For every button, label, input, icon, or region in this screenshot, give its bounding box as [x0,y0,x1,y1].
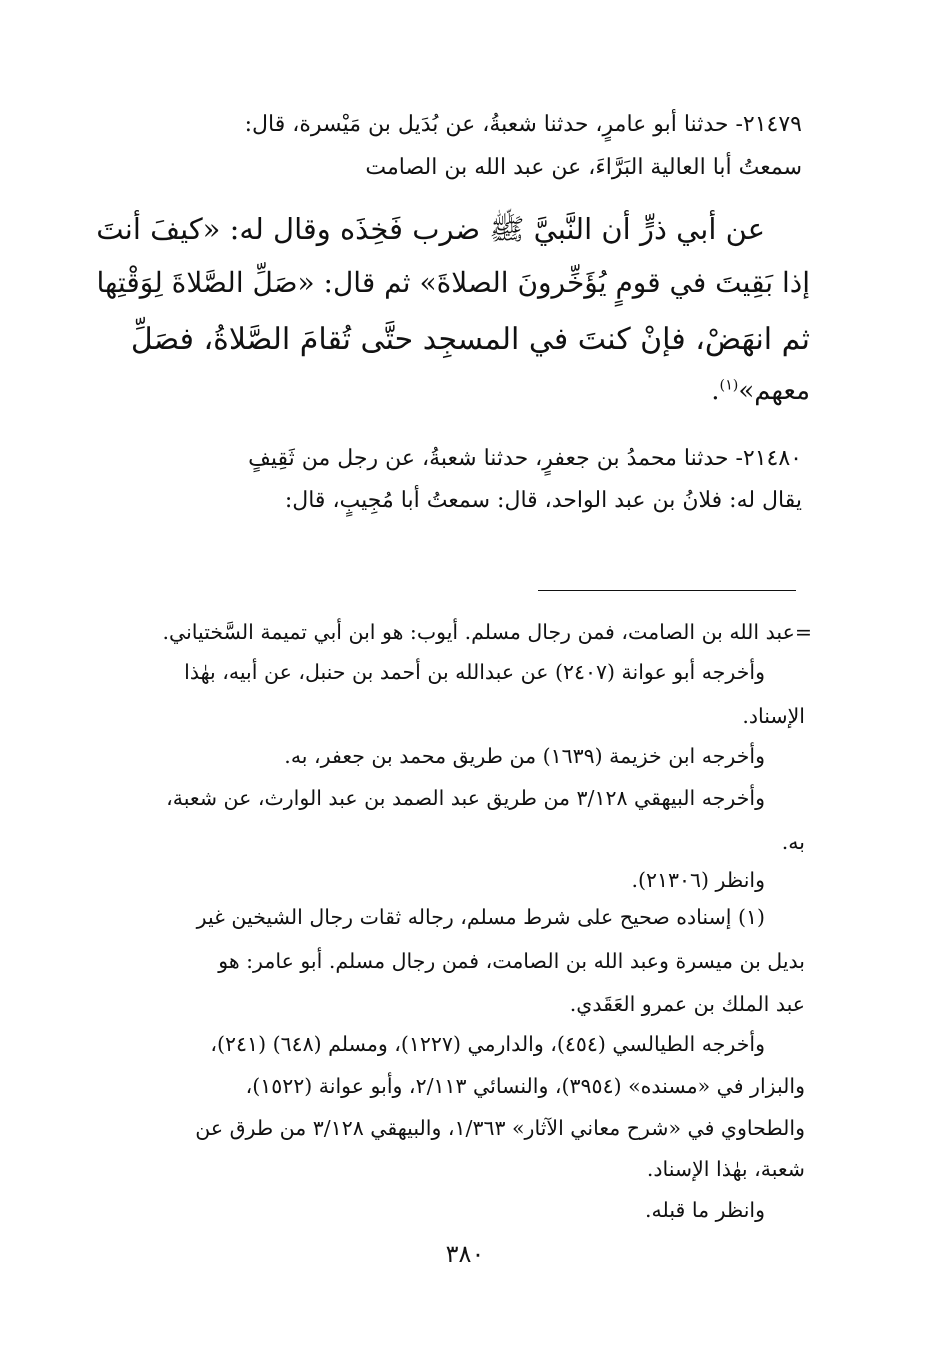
matn-line: إذا بَقِيتَ في قومٍ يُؤَخِّرونَ الصلاةَ» ثم قال: «صَلِّ الصَّلاةَ لِوَقْتِها [96,266,810,299]
sanad-line: يقال له: فلانُ بن عبد الواحد، قال: سمعتُ أبا مُجِيبٍ، قال: [284,488,802,513]
footnote-line: بديل بن ميسرة وعبد الله بن الصامت، فمن رجال مسلم. أبو عامر: هو [218,949,805,973]
footnote-line: وأخرجه ابن خزيمة (١٦٣٩) من طريق محمد بن جعفر، به. [284,744,765,768]
matn-last-text: معهم» [738,376,810,406]
footnote-line: الإسناد. [742,704,805,728]
matn-line: عن أبي ذرٍّ أن النَّبيَّ ﷺ ضرب فَخِذَه وقال له: «كيفَ أنتَ [96,212,765,246]
footnote-line: وأخرجه أبو عوانة (٢٤٠٧) عن عبدالله بن أحمد بن حنبل، عن أبيه، بهٰذا [184,660,765,684]
footnote-line: والبزار في «مسنده» (٣٩٥٤)، والنسائي ٢/١١٣، وأبو عوانة (١٥٢٢)، [245,1074,805,1098]
sanad-line: سمعتُ أبا العالية البَرَّاءَ، عن عبد الله بن الصامت [365,155,802,180]
footnote-marker: (١) [719,377,739,394]
page-number: ٣٨٠ [445,1240,485,1268]
footnote-line: والطحاوي في «شرح معاني الآثار» ١/٣٦٣، والبيهقي ٣/١٢٨ من طرق عن [195,1116,805,1140]
footnote-line: شعبة، بهٰذا الإسناد. [646,1157,805,1181]
footnote-line: وأخرجه البيهقي ٣/١٢٨ من طريق عبد الصمد بن عبد الوارث، عن شعبة، [166,786,765,810]
footnote-line: به. [781,830,805,854]
matn-line: ثم انهَضْ، فإنْ كنتَ في المسجِد حتَّى تُقامَ الصَّلاةُ، فصَلِّ [130,322,810,357]
footnote-separator [538,590,796,591]
footnote-line: عبد الملك بن عمرو العَقَدي. [569,992,805,1016]
footnote-line: وانظر (٢١٣٠٦). [631,868,765,892]
sanad-line: ٢١٤٧٩- حدثنا أبو عامرٍ، حدثنا شعبةُ، عن بُدَيل بن مَيْسرة، قال: [244,112,802,137]
sanad-line: ٢١٤٨٠- حدثنا محمدُ بن جعفرٍ، حدثنا شعبةُ، عن رجل من ثَقِيفٍ [248,446,802,471]
footnote-line: =عبد الله بن الصامت، فمن رجال مسلم. أيوب: هو ابن أبي تميمة السَّختياني. [162,620,812,644]
matn-last-line [711,376,810,406]
matn-last-tail: . [711,376,720,406]
footnote-line: (١) إسناده صحيح على شرط مسلم، رجاله ثقات رجال الشيخين غير [196,905,765,929]
footnote-line: وانظر ما قبله. [645,1198,765,1222]
footnote-line: وأخرجه الطيالسي (٤٥٤)، والدارمي (١٢٢٧)، ومسلم (٦٤٨) (٢٤١)، [210,1032,765,1056]
